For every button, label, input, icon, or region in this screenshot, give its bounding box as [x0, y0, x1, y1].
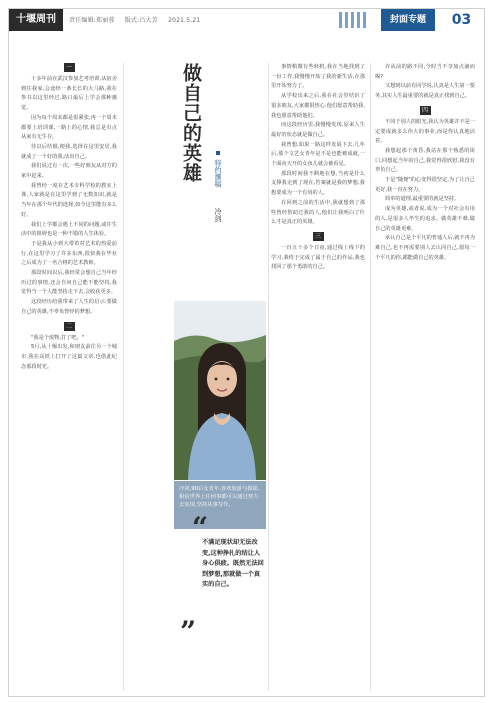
- paragraph: 5月,从十堰出发,和朋友前往另一个城市,我在高铁上打开了这篇文章,也借此纪念那段时光。: [21, 344, 117, 370]
- paragraph: 十多年前在武汉参加艺考培训,从宿舍到往我家,会途经一条长长的大马路,我在参书以这里经过,路口最后上学会那种感觉。: [21, 76, 117, 112]
- page-header: [9, 9, 484, 31]
- section-number-2: 二: [64, 322, 75, 331]
- paragraph: "我是个废物,打了吧。": [31, 334, 85, 341]
- column-divider: [268, 63, 269, 691]
- article-column-1: [21, 63, 117, 691]
- paragraph: 于是"随便"的心变得很坚定,为了让自己更好,我一直在努力。: [375, 177, 475, 193]
- section-number-1: 一: [64, 63, 75, 72]
- paragraph: 我们说过有一次,一些好朋友从对方的家中赶来。: [21, 163, 117, 180]
- paragraph: 一百五十多个日夜,通过线上线下的学习,我终于完成了属于自己的作品,我也找回了那个勇敢的自己。: [271, 244, 365, 271]
- newspaper-page: [8, 8, 485, 697]
- section-number-4: 四: [420, 106, 431, 115]
- paragraph: 而这段经历里,我慢慢发现,原来人生最好的状态就是做自己。: [271, 122, 365, 138]
- paragraph: 事情稍微有些转机,我在当地找到了一份工作,我慢慢开始了我的新生活,在那里开始努力了。: [271, 64, 365, 90]
- paragraph: 我想起那个黄昏,我站在那个熟悉的街口,回想起当年的自己,我觉得很欣慰,我没有辜负自己。: [375, 147, 475, 174]
- article-column-4: [375, 63, 475, 691]
- pull-quote: [174, 511, 266, 648]
- portrait-image: [174, 301, 266, 480]
- photo-caption: 冷剑,90后女青年,喜欢旅游与摄影,相信世界上任何事都可以通过努力去实现,坚持从事写作。: [174, 481, 266, 529]
- publication-logo: 十堰周刊: [9, 9, 63, 31]
- header-stripes: [339, 12, 377, 28]
- paragraph: 我们上学都会遇上不同的问题,或许生活中的阻碍也是一种不错的人生体验。: [21, 221, 117, 238]
- paragraph: 简单的道理,最重要的就是坚持。: [385, 196, 460, 203]
- author-name: 冷剑: [214, 207, 222, 222]
- header-meta: [69, 15, 208, 24]
- author-photo: [174, 301, 266, 480]
- byline-marker: [216, 151, 220, 155]
- article-title: 做自己的英雄: [180, 63, 202, 183]
- open-quote-mark: “: [192, 511, 209, 544]
- section-label: 封面专题: [381, 9, 435, 31]
- paragraph: 承认自己是个平凡的普通人后,就不再为难自己,也不再需要别人去认同自己,愿每一个平凡的你,都能做自己的英雄。: [375, 235, 475, 261]
- close-quote-mark: ”: [180, 615, 197, 648]
- column-divider: [370, 63, 371, 691]
- paragraph: 那段时间我不断地在想,当初是什么支撑我走到了现在,答案就是我的梦想,我想要成为一个有用的人。: [271, 170, 365, 197]
- issue-date: 2021.5.21: [168, 17, 201, 24]
- paragraph: 又想到以前有同学说,认真是人生第一要务,其实人生最重要的就是真正找到自己。: [375, 83, 475, 100]
- paragraph: 许从前的路不同,今时当不享加点滴而喝?: [375, 64, 475, 80]
- pull-quote-text: 不满足现状却无法改变,这种挣扎的结让人身心俱疲。既然无法回到梦想,那就做一个真实的自己。: [202, 539, 264, 588]
- paragraph: 这段经历给我带来了人生的启示:要做自己的英雄,不辜负曾经的梦想。: [21, 299, 117, 315]
- paragraph: 从学校出来之后,我在社会里结识了很多朋友,大家都很热心,他们愿意帮助我,我也愿意帮助他们。: [271, 93, 365, 119]
- byline-tag: 特约撰稿: [214, 159, 222, 188]
- editor-credit: 责任编辑:郑丽蓉: [69, 17, 115, 24]
- page-number: 03: [451, 12, 472, 28]
- paragraph: 我曾想,如果一路这样发展下去,几年后,那个文艺女青年是不是也能被成就,一个面向天开的女孩儿就会被看见。: [271, 141, 365, 168]
- byline: [213, 149, 223, 222]
- paragraph: 那段时间以后,我经常会想自己当年经历过的事情,还会自问自己能不能坚持,我觉得当一个人能坚持走下去,会收获更多。: [21, 270, 117, 296]
- article-column-3: [271, 63, 365, 691]
- designer-credit: 版式:吕大芳: [124, 17, 158, 24]
- paragraph: 成为英雄,或者说,成为一个对社会有用的人,是很多人毕生的追求。做英雄不难,做自己的英雄更难。: [375, 206, 475, 232]
- column-divider: [123, 63, 124, 691]
- title-block: [179, 63, 259, 273]
- section-number-3: 三: [313, 232, 324, 241]
- paragraph: 于是我从小到大带着对艺术的热爱前行,在这里学习了许多东西,很快我在毕业之后成为了一名合格的艺术教师。: [21, 240, 117, 267]
- paragraph: 我曾经一度在艺术专科学校的教室上课,人家就是在这里学到了无数知识,就是当年在那个年代的选择,如今这里能有多么好。: [21, 182, 117, 218]
- paragraph: 因为每个周末都是很紧张,再一个周末都要上培训课,一路上的心情,我总是有点从家有无生存。: [21, 114, 117, 141]
- paragraph: 不同于别人的眼光,我认为英雄并不是一定要成就多么伟大的事业,而是你认真地活着。: [375, 118, 475, 145]
- paragraph: 待以后结婚,便我,选择在这里安居,我就成了一个好的我,活出自己。: [21, 143, 117, 160]
- paragraph: 在回到之前的生活中,我就想到了那些曾经帮助过我的人,他们让我明白了什么才是真正的英雄。: [271, 199, 365, 226]
